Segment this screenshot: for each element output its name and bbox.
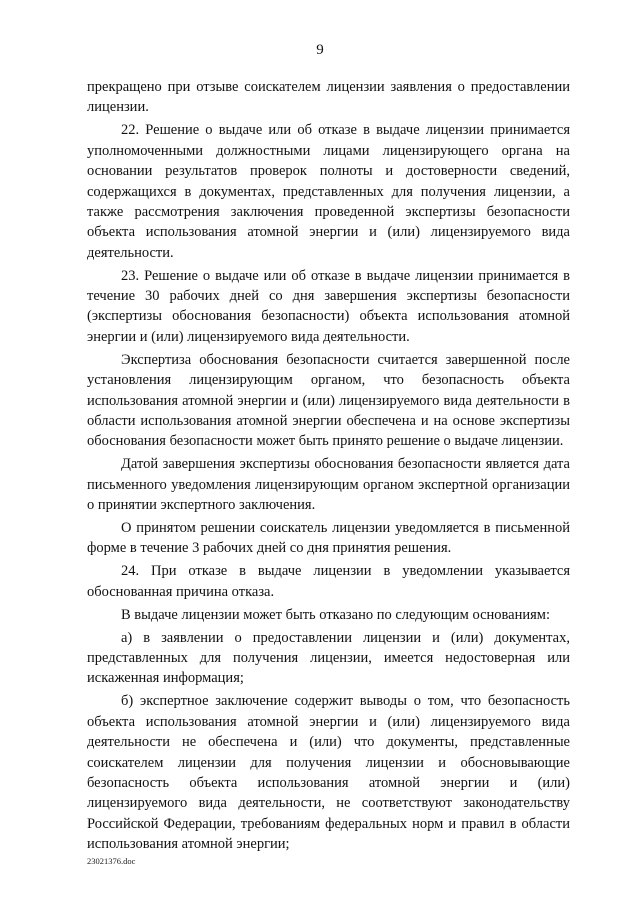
paragraph-22: 22. Решение о выдаче или об отказе в выдаче лицензии принимается уполномоченными должностными лицами лицензирующего органа на основании результатов проверок полноты и достоверности сведений, содержащихся в документах, представленных для получения лицензии, а также рассмотрения заключения проведенной экспертизы безопасности объекта использования атомной энергии и (или) лицензируемого вида деятельности. [87,122,570,261]
footer-doc-code: 23021376.doc [87,856,136,866]
paragraph-ground-b: б) экспертное заключение содержит выводы о том, что безопасность объекта использования атомной энергии и (или) лицензируемого вида деятельности не обеспечена и (или) что документы, представленные соискателем лицензии для получения лицензии и обосновывающие безопасность объекта использования атомной энергии и (или) лицензируемого вида деятельности, не соответствуют законодательству Российской Федерации, требованиям федеральных норм и правил в области использования атомной энергии; [87,693,570,853]
paragraph-24: 24. При отказе в выдаче лицензии в уведомлении указывается обоснованная причина отказа. [87,563,570,600]
paragraph-notification: О принятом решении соискатель лицензии уведомляется в письменной форме в течение 3 рабочих дней со дня принятия решения. [87,520,570,557]
paragraph-refusal-grounds: В выдаче лицензии может быть отказано по следующим основаниям: [121,606,551,623]
paragraph-23: 23. Решение о выдаче или об отказе в выдаче лицензии принимается в течение 30 рабочих дней со дня завершения экспертизы безопасности (экспертизы обоснования безопасности) объекта использования атомной энергии и (или) лицензируемого вида деятельности. [87,267,570,345]
paragraph-completion-date: Датой завершения экспертизы обоснования безопасности является дата письменного уведомления лицензирующим органом экспертной организации о принятии экспертного заключения. [87,456,570,514]
paragraph-expertise-completion: Экспертиза обоснования безопасности считается завершенной после установления лицензирующим органом, что безопасность объекта использования атомной энергии и (или) лицензируемого вида деятельности в области использования атомной энергии обеспечена и на основе экспертизы обоснования безопасности может быть принято решение о выдаче лицензии. [87,351,570,450]
page-number: 9 [316,42,324,58]
paragraph-continuation: прекращено при отзыве соискателем лицензии заявления о предоставлении лицензии. [87,79,570,116]
paragraph-ground-a: а) в заявлении о предоставлении лицензии и (или) документах, представленных для получения лицензии, имеется недостоверная или искаженная информация; [87,629,570,687]
document-body [87,77,570,857]
